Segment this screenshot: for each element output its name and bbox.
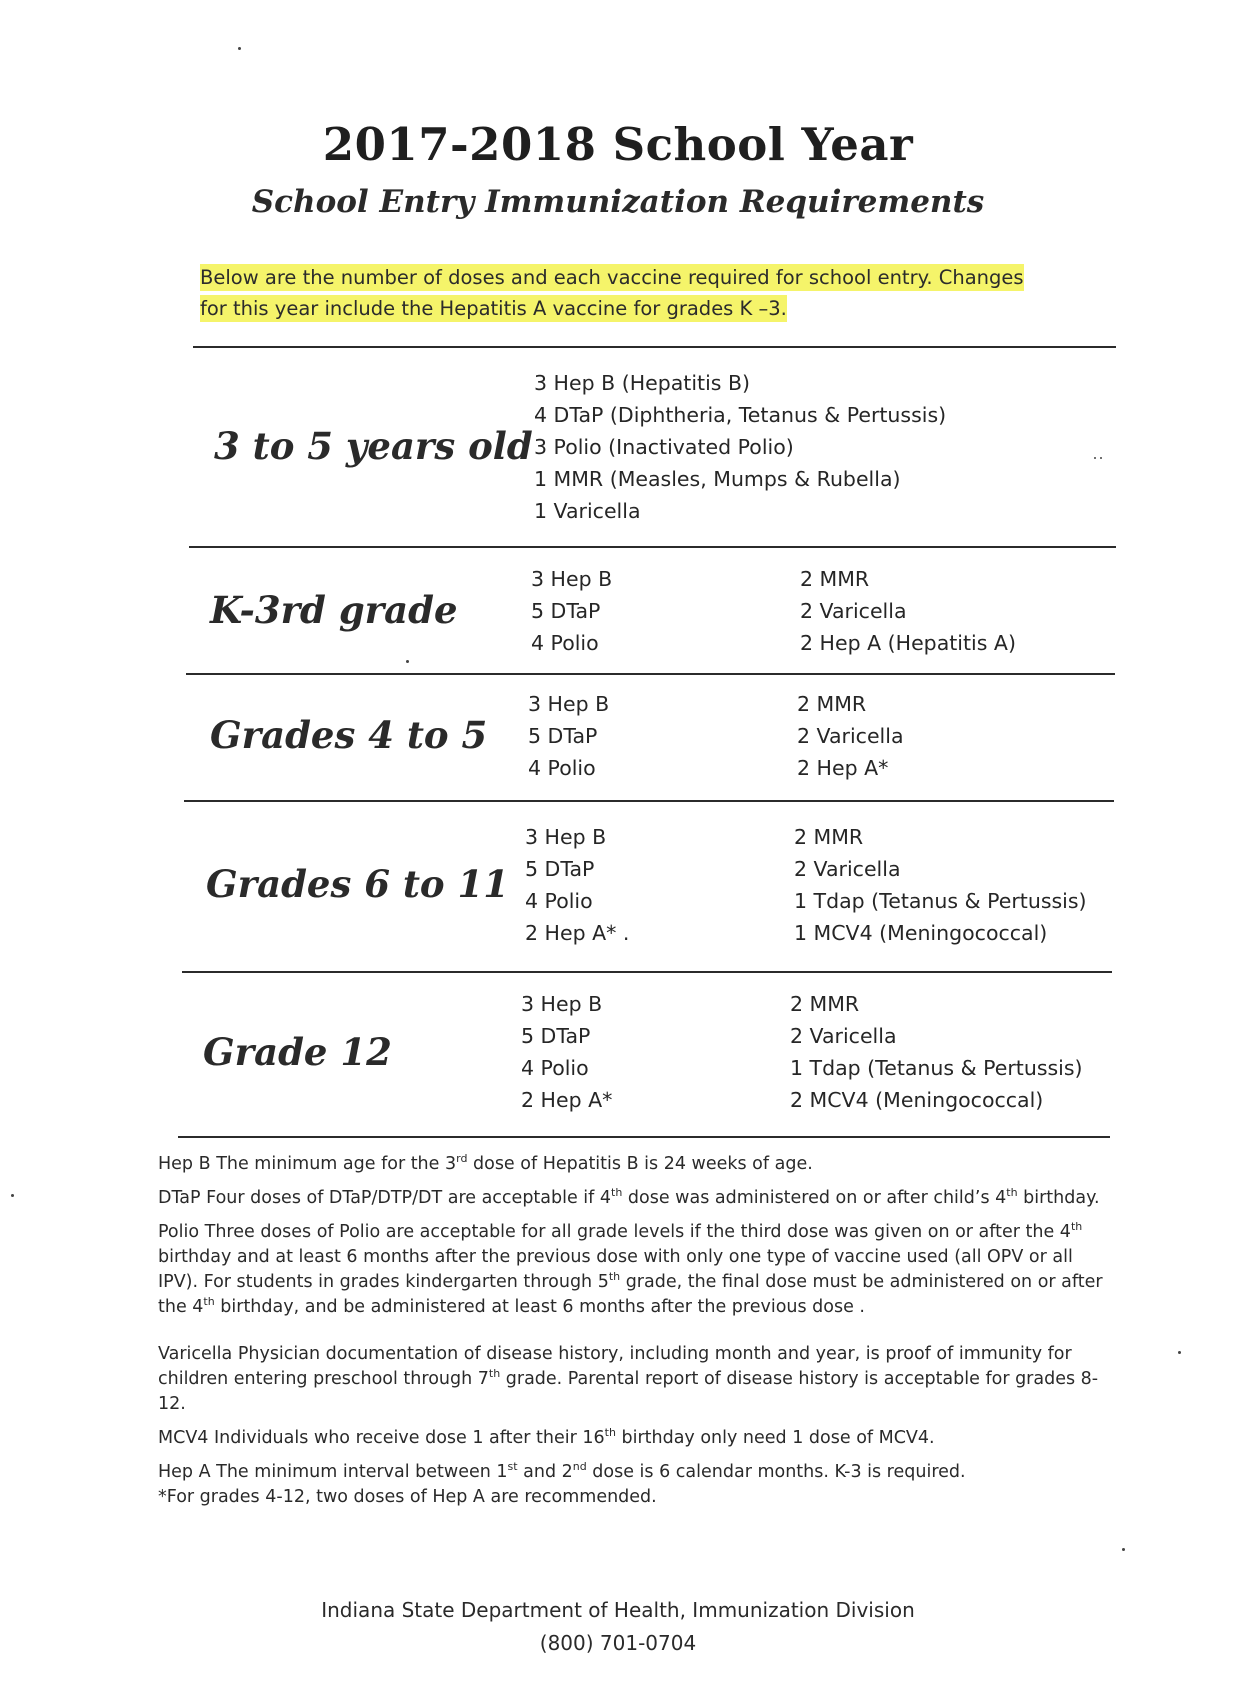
dose-item: 2 Hep A* — [797, 756, 889, 780]
note-varicella — [158, 1342, 1118, 1417]
dose-item: 1 Varicella — [534, 499, 641, 523]
dose-item: 2 Varicella — [797, 724, 904, 748]
dose-item: 5 DTaP — [528, 724, 598, 748]
note-sup: th — [1006, 1186, 1018, 1200]
dose-item: 1 MMR (Measles, Mumps & Rubella) — [534, 467, 901, 491]
note-text: dose is 6 calendar months. K-3 is required. — [586, 1462, 966, 1482]
dose-item: 4 DTaP (Diphtheria, Tetanus & Pertussis) — [534, 403, 947, 427]
intro-text — [200, 262, 1100, 324]
note-text: Individuals who receive dose 1 after their 16 — [208, 1428, 605, 1448]
note-text: birthday and at least 6 months after the previous dose with only one type of vaccine used (all OPV or all IPV). For students in grades kindergarten through 5 — [158, 1247, 1073, 1292]
dose-item: 5 DTaP — [521, 1024, 591, 1048]
note-sup: th — [604, 1426, 616, 1440]
divider — [193, 346, 1116, 348]
row-4-doses-left — [525, 821, 629, 949]
note-text: dose of Hepatitis B is 24 weeks of age. — [467, 1154, 813, 1174]
dose-item: 5 DTaP — [531, 599, 601, 623]
scan-speck — [238, 47, 241, 50]
note-key: Polio — [158, 1222, 200, 1242]
dose-item: 2 MMR — [794, 825, 864, 849]
scan-speck — [1094, 457, 1096, 459]
divider — [186, 673, 1115, 675]
scan-speck — [1100, 457, 1102, 459]
dose-item: 2 MMR — [797, 692, 867, 716]
note-text: The minimum age for the 3 — [216, 1154, 457, 1174]
dose-item: 4 Polio — [525, 889, 593, 913]
note-text: Physician documentation of disease history, including month and year, is proof of immunity for children entering preschool through 7 — [158, 1344, 1072, 1389]
dose-item: 4 Polio — [531, 631, 599, 655]
dose-item: 2 MMR — [790, 992, 860, 1016]
note-text: Four doses of DTaP/DTP/DT are acceptable if 4 — [206, 1188, 612, 1208]
row-1-doses — [534, 367, 946, 527]
dose-item: 3 Hep B — [528, 692, 610, 716]
dose-item: 3 Hep B — [521, 992, 603, 1016]
row-5-doses-left — [521, 988, 612, 1116]
row-3-doses-right — [797, 688, 904, 784]
note-text: grade, the final dose must be administered on or after the 4 — [158, 1272, 1103, 1317]
divider — [182, 971, 1112, 973]
row-5-doses-right — [790, 988, 1083, 1116]
note-hep-b — [158, 1152, 1118, 1177]
note-hep-a — [158, 1460, 1118, 1485]
note-text: Three doses of Polio are acceptable for all grade levels if the third dose was given on or after the 4 — [204, 1222, 1071, 1242]
row-4-doses-right — [794, 821, 1087, 949]
dose-item: 2 Hep A* — [521, 1088, 613, 1112]
note-key: Varicella — [158, 1344, 233, 1364]
dose-item: 1 MCV4 (Meningococcal) — [794, 921, 1048, 945]
note-key: Hep A — [158, 1462, 211, 1482]
note-sup: th — [608, 1270, 621, 1284]
dose-item: 4 Polio — [528, 756, 596, 780]
dose-item: 1 Tdap (Tetanus & Pertussis) — [790, 1056, 1083, 1080]
note-sup: th — [611, 1186, 623, 1200]
dose-item: 2 Hep A (Hepatitis A) — [800, 631, 1016, 655]
page-title: 2017-2018 School Year — [322, 118, 914, 171]
note-sup: rd — [456, 1152, 468, 1166]
row-3-doses-left — [528, 688, 609, 784]
footer-phone: (800) 701-0704 — [539, 1631, 697, 1655]
note-text: birthday. — [1017, 1188, 1100, 1208]
note-hep-a-recommended: *For grades 4-12, two doses of Hep A are recommended. — [158, 1487, 657, 1507]
note-key: MCV4 — [158, 1428, 209, 1448]
note-sup: st — [507, 1460, 518, 1474]
page-subtitle: School Entry Immunization Requirements — [251, 184, 985, 220]
row-2-doses-left — [531, 563, 612, 659]
scan-speck — [1178, 1351, 1181, 1354]
note-text: grade. Parental report of disease history is acceptable for grades 8-12. — [158, 1369, 1099, 1414]
row-label-k-3: K-3rd grade — [210, 588, 458, 632]
note-key: Hep B — [158, 1154, 211, 1174]
dose-item: 3 Hep B — [525, 825, 607, 849]
note-mcv4 — [158, 1426, 1118, 1451]
note-polio — [158, 1220, 1118, 1320]
footnotes — [158, 1152, 1118, 1519]
dose-item: 4 Polio — [521, 1056, 589, 1080]
note-text: The minimum interval between 1 — [216, 1462, 508, 1482]
intro-line-1: Below are the number of doses and each vaccine required for school entry. Changes — [200, 266, 1024, 289]
footer — [0, 1594, 1236, 1660]
divider — [184, 800, 1114, 802]
note-text: birthday only need 1 dose of MCV4. — [615, 1428, 935, 1448]
dose-item: 2 Varicella — [800, 599, 907, 623]
dose-item: 5 DTaP — [525, 857, 595, 881]
dose-item: 2 Hep A* . — [525, 921, 630, 945]
dose-item: 3 Polio (Inactivated Polio) — [534, 435, 794, 459]
scan-speck — [1122, 1548, 1125, 1551]
note-sup: nd — [572, 1460, 587, 1474]
dose-item: 2 Varicella — [794, 857, 901, 881]
row-label-grades-6-11: Grades 6 to 11 — [206, 862, 509, 906]
row-label-3-to-5: 3 to 5 years old — [214, 424, 533, 468]
divider — [189, 546, 1116, 548]
scan-speck — [11, 1194, 14, 1197]
divider — [178, 1136, 1110, 1138]
dose-item: 2 MMR — [800, 567, 870, 591]
note-sup: th — [1070, 1220, 1083, 1234]
scan-speck — [406, 660, 409, 663]
row-label-grade-12: Grade 12 — [203, 1030, 392, 1074]
note-dtap — [158, 1186, 1118, 1211]
row-2-doses-right — [800, 563, 1016, 659]
note-sup: th — [488, 1367, 501, 1381]
note-text: dose was administered on or after child’s 4 — [622, 1188, 1007, 1208]
dose-item: 3 Hep B (Hepatitis B) — [534, 371, 751, 395]
note-text: birthday, and be administered at least 6 months after the previous dose . — [214, 1297, 865, 1317]
dose-item: 2 Varicella — [790, 1024, 897, 1048]
dose-item: 1 Tdap (Tetanus & Pertussis) — [794, 889, 1087, 913]
dose-item: 2 MCV4 (Meningococcal) — [790, 1088, 1044, 1112]
note-key: DTaP — [158, 1188, 201, 1208]
note-sup: th — [203, 1295, 215, 1309]
dose-item: 3 Hep B — [531, 567, 613, 591]
intro-line-2: for this year include the Hepatitis A vaccine for grades K –3. — [200, 297, 787, 320]
row-label-grades-4-5: Grades 4 to 5 — [210, 713, 488, 757]
footer-organization: Indiana State Department of Health, Immunization Division — [321, 1598, 915, 1622]
note-text: and 2 — [517, 1462, 573, 1482]
